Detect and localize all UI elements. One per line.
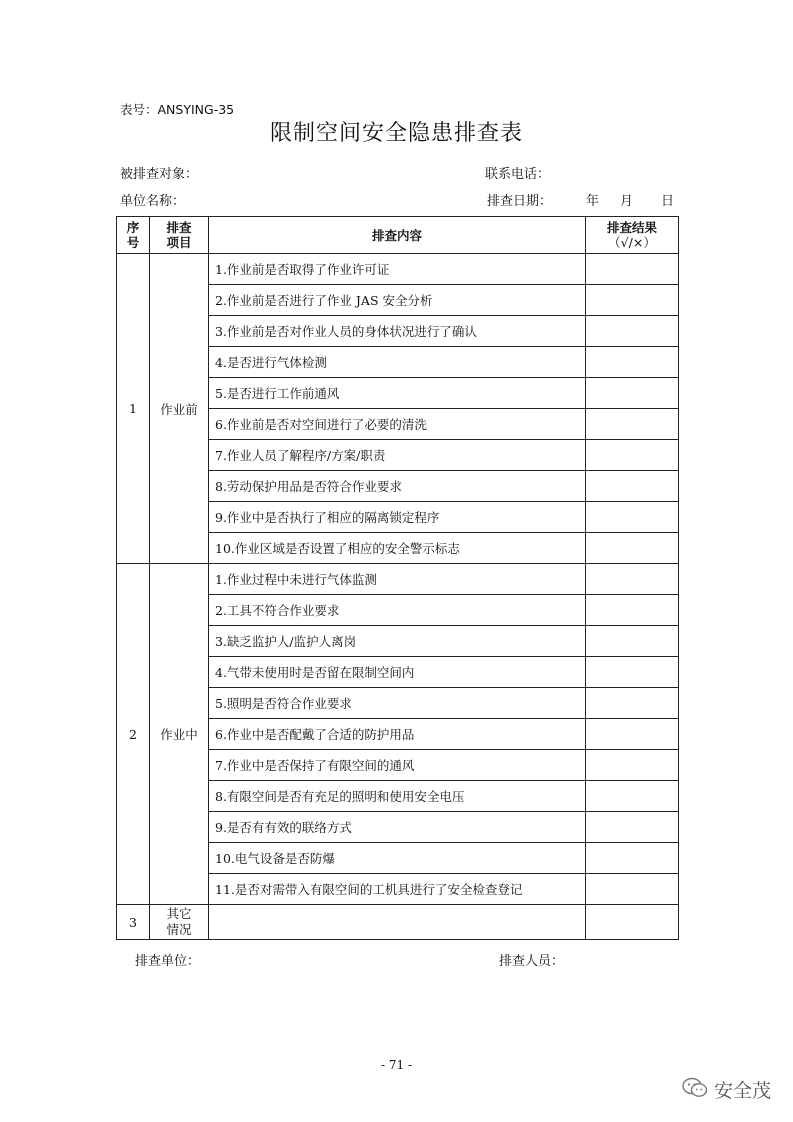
check-item: 4.是否进行气体检测 — [209, 347, 586, 378]
header-seq: 序 号 — [117, 217, 150, 254]
inspection-table — [116, 216, 679, 940]
check-item: 8.劳动保护用品是否符合作业要求 — [209, 471, 586, 502]
table-row-other — [117, 905, 679, 940]
result-cell[interactable] — [586, 905, 679, 940]
result-cell[interactable] — [586, 626, 679, 657]
table-header-row — [117, 217, 679, 254]
check-item: 7.作业中是否保持了有限空间的通风 — [209, 750, 586, 781]
check-item: 1.作业过程中未进行气体监测 — [209, 564, 586, 595]
check-item: 7.作业人员了解程序/方案/职责 — [209, 440, 586, 471]
result-cell[interactable] — [586, 781, 679, 812]
check-item: 5.照明是否符合作业要求 — [209, 688, 586, 719]
check-item: 9.作业中是否执行了相应的隔离锁定程序 — [209, 502, 586, 533]
check-item: 2.作业前是否进行了作业 JAS 安全分析 — [209, 285, 586, 316]
check-item: 10.作业区域是否设置了相应的安全警示标志 — [209, 533, 586, 564]
month-label: 月 — [620, 194, 634, 209]
inspection-unit-label: 排查单位： — [135, 954, 201, 969]
group-seq: 3 — [117, 905, 150, 940]
inspector-label: 排查人员： — [499, 954, 565, 969]
result-cell[interactable] — [586, 378, 679, 409]
watermark — [682, 1076, 771, 1103]
group-seq: 1 — [117, 254, 150, 564]
group-seq: 2 — [117, 564, 150, 905]
result-cell[interactable] — [586, 657, 679, 688]
result-cell[interactable] — [586, 750, 679, 781]
result-cell[interactable] — [586, 533, 679, 564]
check-item: 10.电气设备是否防爆 — [209, 843, 586, 874]
result-cell[interactable] — [586, 502, 679, 533]
contact-phone-label: 联系电话： — [485, 167, 551, 182]
header-content: 排查内容 — [209, 217, 586, 254]
result-cell[interactable] — [586, 347, 679, 378]
result-cell[interactable] — [586, 409, 679, 440]
result-cell[interactable] — [586, 874, 679, 905]
result-cell[interactable] — [586, 595, 679, 626]
result-cell[interactable] — [586, 471, 679, 502]
result-cell[interactable] — [586, 688, 679, 719]
table-row — [117, 254, 679, 285]
check-item: 3.作业前是否对作业人员的身体状况进行了确认 — [209, 316, 586, 347]
inspection-date-label: 排查日期： — [487, 194, 553, 209]
group-name: 作业前 — [150, 254, 209, 564]
watermark-text: 安全茂 — [713, 1080, 771, 1102]
other-content-cell[interactable] — [209, 905, 586, 940]
result-cell[interactable] — [586, 719, 679, 750]
result-cell[interactable] — [586, 843, 679, 874]
result-cell[interactable] — [586, 254, 679, 285]
table-row — [117, 564, 679, 595]
result-cell[interactable] — [586, 564, 679, 595]
result-cell[interactable] — [586, 316, 679, 347]
header-result: 排查结果 （√/×） — [586, 217, 679, 254]
unit-name-label: 单位名称： — [120, 194, 186, 209]
form-number: 表号：ANSYING-35 — [120, 102, 235, 117]
check-item: 1.作业前是否取得了作业许可证 — [209, 254, 586, 285]
inspected-object-label: 被排查对象： — [120, 167, 199, 182]
day-label: 日 — [661, 194, 675, 209]
result-cell[interactable] — [586, 285, 679, 316]
page-title: 限制空间安全隐患排查表 — [269, 121, 523, 146]
check-item: 11.是否对需带入有限空间的工机具进行了安全检查登记 — [209, 874, 586, 905]
check-item: 2.工具不符合作业要求 — [209, 595, 586, 626]
check-item: 5.是否进行工作前通风 — [209, 378, 586, 409]
result-cell[interactable] — [586, 812, 679, 843]
group-name: 作业中 — [150, 564, 209, 905]
check-item: 6.作业中是否配戴了合适的防护用品 — [209, 719, 586, 750]
wechat-icon — [682, 1077, 708, 1103]
check-item: 4.气带未使用时是否留在限制空间内 — [209, 657, 586, 688]
check-item: 9.是否有有效的联络方式 — [209, 812, 586, 843]
page-number: - 71 - — [380, 1058, 412, 1072]
check-item: 8.有限空间是否有充足的照明和使用安全电压 — [209, 781, 586, 812]
year-label: 年 — [586, 194, 600, 209]
result-cell[interactable] — [586, 440, 679, 471]
check-item: 6.作业前是否对空间进行了必要的清洗 — [209, 409, 586, 440]
header-item: 排查 项目 — [150, 217, 209, 254]
group-name: 其它 情况 — [150, 905, 209, 940]
check-item: 3.缺乏监护人/监护人离岗 — [209, 626, 586, 657]
